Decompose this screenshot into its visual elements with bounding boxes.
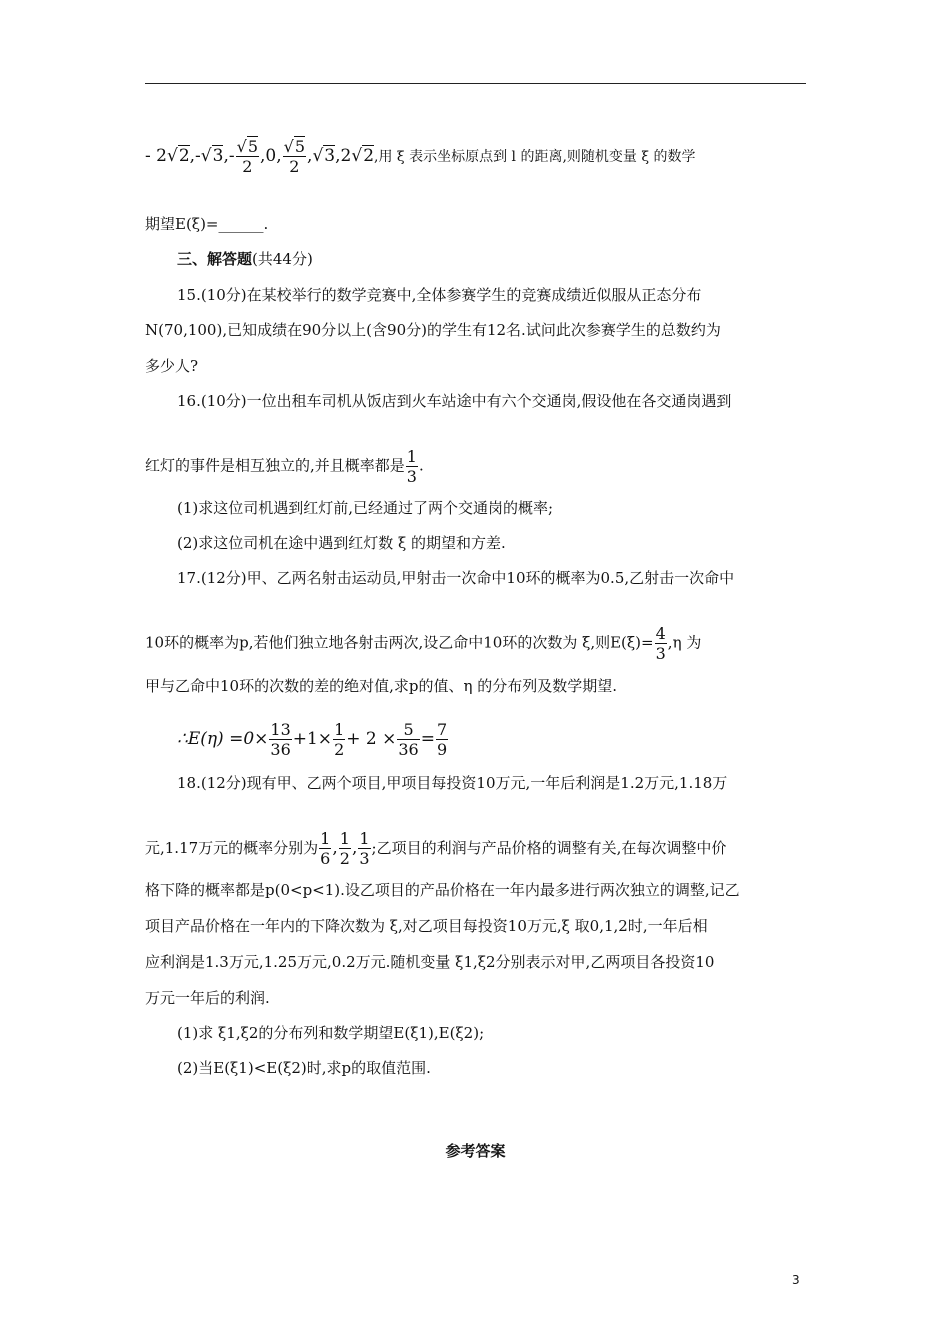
fraction-one-third: $\frac{1}{3}$ — [406, 447, 417, 486]
q18-line5: 应利润是1.3万元,1.25万元,0.2万元.随机变量 ξ1,ξ2分别表示对甲,乙两项目各投资10 — [145, 953, 715, 971]
answers-title: 参考答案 — [445, 1142, 506, 1160]
page-number: 3 — [792, 1273, 800, 1287]
q16-line2: 红灯的事件是相互独立的,并且概率都是 $\frac{1}{3}$ . — [145, 447, 424, 486]
q18-line2: 元,1.17万元的概率分别为 $\frac{1}{6}$ , $\frac{1}{2}$ , $\frac{1}{3}$ ;乙项目的利润与产品价格的调整有关,在每次调整中价 — [145, 829, 727, 868]
section-title: 三、解答题(共44分) — [177, 250, 313, 268]
fraction-four-thirds: $\frac{4}{3}$ — [655, 624, 666, 663]
q16-line1: 16.(10分)一位出租车司机从饭店到火车站途中有六个交通岗,假设他在各交通岗遇到 — [177, 392, 732, 410]
q15-line2: N(70,100),已知成绩在90分以上(含90分)的学生有12名.试问此次参赛学生的总数约为 — [145, 321, 721, 339]
header-rule — [145, 83, 806, 84]
q18-line6: 万元一年后的利润. — [145, 989, 270, 1007]
q14-values-line: - 2√2,-√3,- $\frac{√5}{2}$ ,0, $\frac{√5}{2}$ ,√3,2√2,用 ξ 表示坐标原点到 l 的距离,则随机变量 ξ 的数学 — [145, 137, 696, 176]
q17-line2: 10环的概率为p,若他们独立地各射击两次,设乙命中10环的次数为 ξ,则E(ξ)= $\frac{4}{3}$ ,η 为 — [145, 624, 702, 663]
q17-formula: ∴E(η) =0× $\frac{13}{36}$ +1× $\frac{1}{2}$ + 2 × $\frac{5}{36}$ = $\frac{7}{9}$ — [177, 720, 448, 759]
q15-line3: 多少人? — [145, 357, 199, 375]
q14-values-math: - 2√2,-√3,- $\frac{√5}{2}$ ,0, $\frac{√5}{2}$ ,√3,2√2 — [145, 137, 375, 176]
q18-sub2: (2)当E(ξ1)<E(ξ2)时,求p的取值范围. — [177, 1059, 431, 1077]
q18-line3: 格下降的概率都是p(0<p<1).设乙项目的产品价格在一年内最多进行两次独立的调整,记乙 — [145, 881, 740, 899]
q18-line1: 18.(12分)现有甲、乙两个项目,甲项目每投资10万元,一年后利润是1.2万元,1.18万 — [177, 774, 728, 792]
q17-line1: 17.(12分)甲、乙两名射击运动员,甲射击一次命中10环的概率为0.5,乙射击一次命中 — [177, 569, 735, 587]
q17-line3: 甲与乙命中10环的次数的差的绝对值,求p的值、η 的分布列及数学期望. — [145, 677, 617, 695]
q16-sub1: (1)求这位司机遇到红灯前,已经通过了两个交通岗的概率; — [177, 499, 554, 517]
q15-line1: 15.(10分)在某校举行的数学竞赛中,全体参赛学生的竞赛成绩近似服从正态分布 — [177, 286, 702, 304]
q14-expectation-line: 期望E(ξ)=______. — [145, 215, 269, 233]
q18-line4: 项目产品价格在一年内的下降次数为 ξ,对乙项目每投资10万元,ξ 取0,1,2时,一年后相 — [145, 917, 708, 935]
q18-sub1: (1)求 ξ1,ξ2的分布列和数学期望E(ξ1),E(ξ2); — [177, 1024, 485, 1042]
q16-sub2: (2)求这位司机在途中遇到红灯数 ξ 的期望和方差. — [177, 534, 506, 552]
